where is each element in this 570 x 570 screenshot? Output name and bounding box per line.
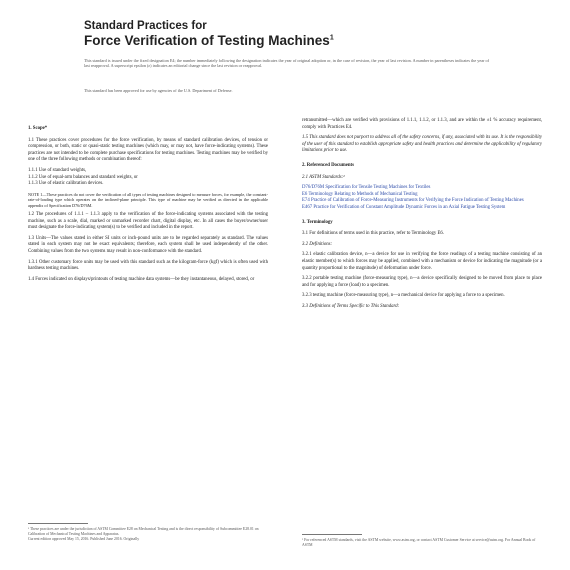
footnote-edition: Current edition approved May 15, 2016. Published June 2016. Originally — [28, 536, 140, 541]
dod-approval-notice: This standard has been approved for use by agencies of the U.S. Department of Defense. — [84, 88, 233, 93]
title-line-1: Standard Practices for — [84, 20, 207, 32]
paragraph-1-4: 1.4 Forces indicated on displays/printouts of testing machine data systems—be they instantaneous, delayed, stored, or — [28, 276, 255, 282]
designation-notice: This standard is issued under the fixed designation E4; the number immediately following the designation indicates the year of original adoption or, in the case of revision, the year of last revision. A number in parentheses indicates the year of last reapproval. A superscript epsilon (ε) indicates an editorial change since the last revision or reapproval. — [84, 58, 489, 69]
reference-d76[interactable] — [302, 185, 542, 192]
title-text: Force Verification of Testing Machines — [84, 33, 330, 48]
section-heading-scope: 1. Scope* — [28, 126, 48, 131]
reference-e6[interactable] — [302, 192, 542, 199]
title-line-2 — [84, 33, 334, 48]
right-column — [302, 118, 542, 314]
footnote-rule-right — [302, 534, 362, 535]
reference-title[interactable]: Practice for Verification of Constant Amplitude Dynamic Forces in an Axial Fatigue Testing System — [313, 204, 506, 210]
astm-standards-label: 2.1 ASTM Standards:² — [302, 174, 345, 180]
paragraph-1-3-1: 1.3.1 Other customary force units may be used with this standard such as the kilogram-force (kgf) which is often used with hardness testing machines. — [28, 259, 270, 272]
left-footnotes — [28, 527, 268, 541]
paragraph-1-1-list: 1.1.1 Use of standard weights, 1.1.2 Use of equal-arm balances and standard weights, or 1.1.3 Use of elastic calibration devices. — [28, 167, 138, 187]
section-heading-referenced-documents: 2. Referenced Documents — [302, 162, 354, 168]
paragraph-1-3: 1.3 Units—The values stated in either SI units or inch-pound units are to be regarded separately as standard. The values stated in each system may not be exact equivalents; therefore, each system shall be used independently of the other. Combining values from the two systems may result in non-conformance with the standard. — [28, 235, 270, 254]
footnote-1: ¹ These practices are under the jurisdiction of ASTM Committee E28 on Mechanical Testing and is the direct responsibility of Subcommittee E28.01 on Calibration of Mechanical Testing Machines and Apparatus. — [28, 527, 259, 536]
title-footnote-marker: 1 — [329, 34, 334, 42]
reference-e74[interactable] — [302, 198, 542, 205]
reference-e467[interactable] — [302, 205, 542, 212]
reference-title[interactable]: Specification for Tensile Testing Machines for Textiles — [325, 185, 431, 191]
reference-code[interactable]: E6 — [302, 191, 308, 197]
paragraph-3-2-3: 3.2.3 testing machine (force-measuring type), n—a mechanical device for applying a force to a specimen. — [302, 293, 505, 299]
paragraph-1-4-cont: retransmitted—which are verified with provisions of 1.1.1, 1.1.2, or 1.1.3, and are within the ±1 % accuracy requirement, comply with Practices E4. — [302, 118, 544, 130]
paragraph-3-1: 3.1 For definitions of terms used in this practice, refer to Terminology E6. — [302, 231, 444, 237]
note-1: NOTE 1—These practices do not cover the verification of all types of testing machines designed to measure forces, for example, the constant-rate-of-loading type which operates on the inclined-plane principle. This type of machine may be verified as directed in the applicable appendix of Specification D76/D76M. — [28, 191, 270, 208]
paragraph-3-2: 3.2 Definitions: — [302, 241, 333, 247]
footnote-rule-left — [28, 523, 88, 524]
paragraph-3-2-2: 3.2.2 portable testing machine (force-measuring type), n—a device specifically designed to be moved from place to place and for applying a force (load) to a specimen. — [302, 276, 544, 288]
footnote-2: ² For referenced ASTM standards, visit the ASTM website, www.astm.org, or contact ASTM Customer Service at service@astm.org. For Annual Book of ASTM — [302, 538, 536, 547]
paragraph-1-5: 1.5 This standard does not purport to address all of the safety concerns, if any, associated with its use. It is the responsibility of the user of this standard to establish appropriate safety and health practices and determine the applicability of regulatory limitations prior to use. — [302, 135, 544, 154]
reference-code[interactable]: E467 — [302, 204, 313, 210]
reference-code[interactable]: D76/D76M — [302, 185, 325, 191]
section-heading-terminology: 3. Terminology — [302, 219, 333, 225]
reference-code[interactable]: E74 — [302, 198, 310, 204]
paragraph-1-2: 1.2 The procedures of 1.1.1 – 1.1.3 apply to the verification of the force-indicating systems associated with the testing machine, such as a scale, dial, marked or unmarked recorder chart, digital display, etc. In all cases the buyer/owner/user must designate the force-indicating system(s) to be verified and included in the report. — [28, 211, 270, 231]
right-footnotes — [302, 538, 542, 548]
reference-title[interactable]: Terminology Relating to Methods of Mechanical Testing — [308, 191, 418, 197]
paragraph-1-1: 1.1 These practices cover procedures for the force verification, by means of standard calibration devices, of tension or compression, or both, static or quasi-static testing machines (which may, or may not, have force-indicating systems). These practices are not intended to be complete purchase specifications for testing machines. Testing machines may be verified by one of the three following methods or combination thereof: — [28, 137, 270, 163]
paragraph-3-3: 3.3 Definitions of Terms Specific to This Standard: — [302, 303, 400, 309]
paragraph-3-2-1: 3.2.1 elastic calibration device, n—a device for use in verifying the force readings of a testing machine consisting of an elastic member(s) to which forces may be applied, combined with a mechanism or device for indicating the magnitude (or a quantity proportional to the magnitude) of deformation under force. — [302, 252, 544, 271]
left-column — [28, 118, 268, 287]
reference-title[interactable]: Practice of Calibration of Force-Measuring Instruments for Verifying the Force Indication of Testing Machines — [310, 198, 524, 204]
